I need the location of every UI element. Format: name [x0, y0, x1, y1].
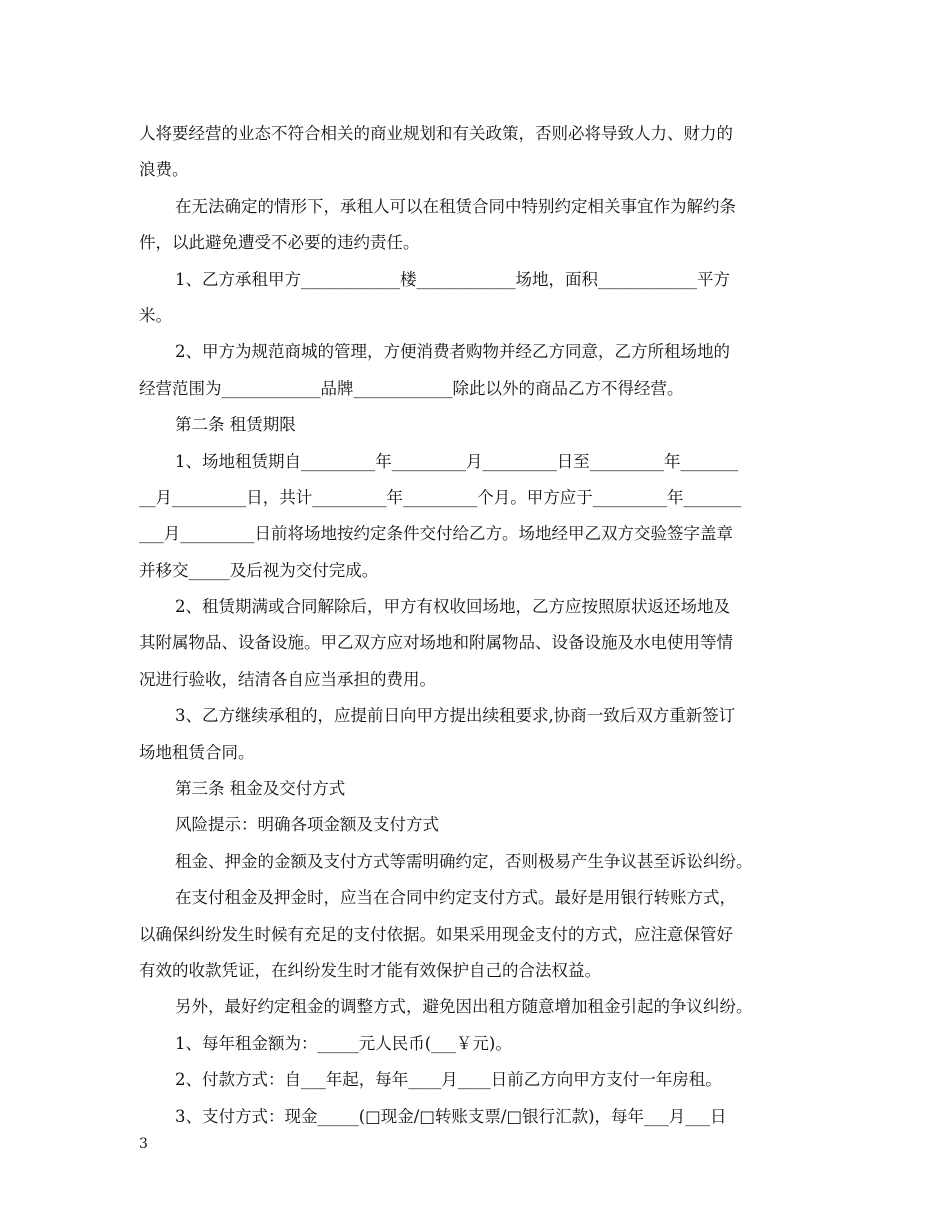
text-line: 经营范围为____________品牌____________除此以外的商品乙方不得经营。 [139, 378, 684, 398]
section-heading: 第二条 租赁期限 [175, 415, 296, 435]
text-line: 件，以此避免遭受不必要的违约责任。 [139, 233, 420, 253]
text-line: 场地租赁合同。 [139, 742, 255, 762]
text-line: 1、场地租赁期自_________年_________月_________日至_________年_______ [175, 451, 739, 471]
text-line: 3、支付方式：现金_____(□现金/□转账支票/□银行汇款)，每年___月___日 [175, 1106, 727, 1126]
section-heading: 第三条 租金及交付方式 [175, 779, 346, 799]
text-line: 2、付款方式：自___年起，每年____月____日前乙方向甲方支付一年房租。 [175, 1070, 722, 1090]
text-line: 1、乙方承租甲方____________楼____________场地，面积____________平方 [175, 269, 730, 289]
text-line: 在无法确定的情形下，承租人可以在租赁合同中特别约定相关事宜作为解约条 [175, 196, 736, 216]
text-line: 2、甲方为规范商城的管理，方便消费者购物并经乙方同意，乙方所租场地的 [175, 342, 730, 362]
text-line: 租金、押金的金额及支付方式等需明确约定，否则极易产生争议甚至诉讼纠纷。 [175, 851, 753, 871]
text-line: 并移交_____及后视为交付完成。 [139, 560, 379, 580]
text-line: 3、乙方继续承租的，应提前日向甲方提出续租要求,协商一致后双方重新签订 [175, 706, 736, 726]
text-line: 米。 [139, 305, 172, 325]
document-body [139, 116, 815, 1135]
text-line: 以确保纠纷发生时候有充足的支付依据。如果采用现金支付的方式，应注意保管好 [139, 924, 733, 944]
text-line: 其附属物品、设备设施。甲乙双方应对场地和附属物品、设备设施及水电使用等情 [139, 633, 733, 653]
text-line: 况进行验收，结清各自应当承担的费用。 [139, 669, 436, 689]
text-line: __月_________日，共计_________年_________个月。甲方应于_________年_______ [139, 487, 742, 507]
risk-note: 风险提示：明确各项金额及支付方式 [175, 815, 439, 835]
text-line: 浪费。 [139, 160, 189, 180]
text-line: 有效的收款凭证，在纠纷发生时才能有效保护自己的合法权益。 [139, 960, 601, 980]
text-line: 1、每年租金额为：_____元人民币(___￥元)。 [175, 1033, 512, 1053]
text-line: 2、租赁期满或合同解除后，甲方有权收回场地，乙方应按照原状返还场地及 [175, 597, 730, 617]
page-number: 3 [139, 1136, 148, 1152]
text-line: 在支付租金及押金时，应当在合同中约定支付方式。最好是用银行转账方式， [175, 888, 736, 908]
text-line: ___月_________日前将场地按约定条件交付给乙方。场地经甲乙双方交验签字盖章 [139, 524, 733, 544]
text-line: 另外，最好约定租金的调整方式，避免因出租方随意增加租金引起的争议纠纷。 [175, 997, 753, 1017]
text-line: 人将要经营的业态不符合相关的商业规划和有关政策，否则必将导致人力、财力的 [139, 124, 733, 143]
